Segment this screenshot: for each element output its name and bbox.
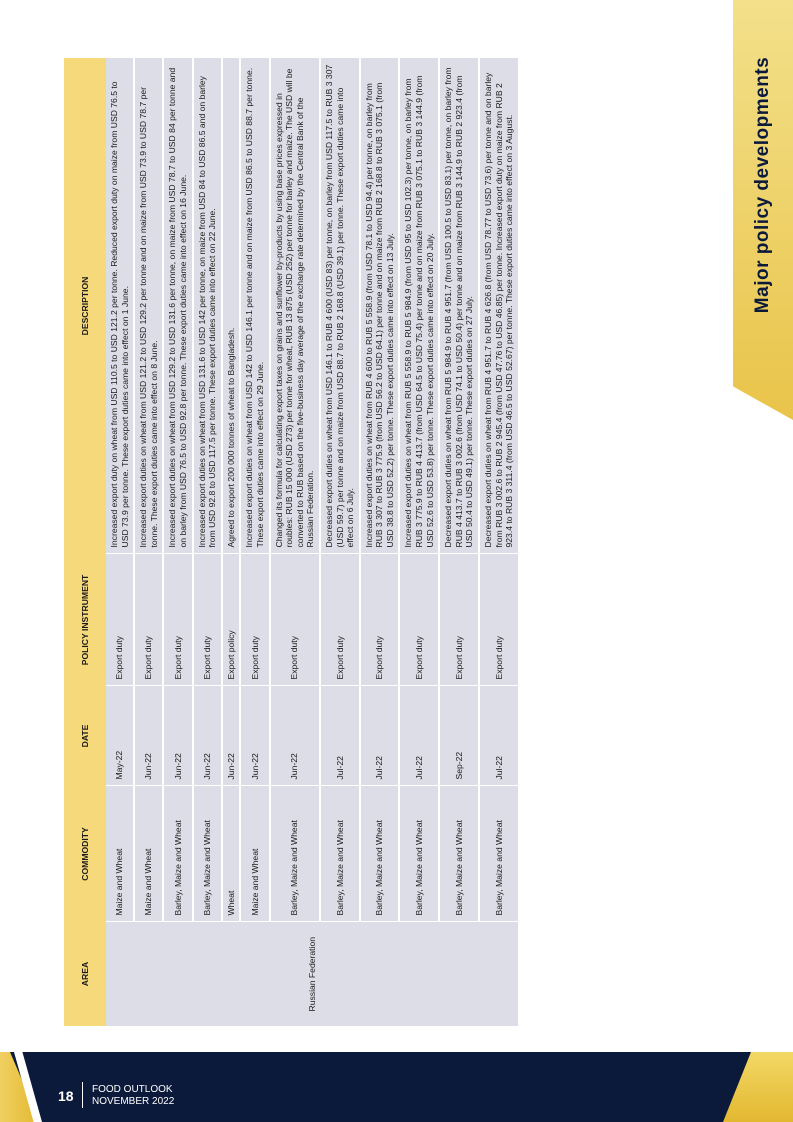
date-cell: Jun-22 — [193, 686, 222, 786]
date-cell: Jul-22 — [479, 686, 519, 786]
instrument-cell: Export duty — [240, 554, 269, 686]
description-cell: Decreased export duties on wheat from RUB 4 951.7 to RUB 4 626.8 (from USD 78.77 to USD 73.6) per tonne and on barley from RUB 3 002.6 to RUB 2 945.4 (from USD 47.76 to USD 46.85) per tonne. Increased export duty on maize from RUB 2 923.4 to RUB 3 311.4 (from USD 46.5 to USD 52.67) per tonne. These export duties came into effect on 3 August. — [479, 58, 519, 554]
description-cell: Increased export duties on wheat from USD 131.6 to USD 142 per tonne, on maize from USD 84 to USD 86.5 and on barley from USD 92.8 to USD 117.5 per tonne. These export duties came into effect on 22 June. — [193, 58, 222, 554]
commodity-cell: Wheat — [222, 786, 241, 922]
header-commodity: COMMODITY — [64, 786, 106, 922]
table-row — [106, 58, 134, 1026]
table-row — [479, 58, 519, 1026]
policy-table-frame — [64, 58, 712, 1026]
commodity-cell: Barley, Maize and Wheat — [439, 786, 479, 922]
instrument-cell: Export duty — [320, 554, 360, 686]
date-cell: May-22 — [106, 686, 134, 786]
instrument-cell: Export duty — [163, 554, 192, 686]
instrument-cell: Export duty — [399, 554, 439, 686]
rotated-table-wrapper — [64, 58, 712, 1026]
instrument-cell: Export duty — [360, 554, 400, 686]
commodity-cell: Barley, Maize and Wheat — [360, 786, 400, 922]
date-cell: Jul-22 — [320, 686, 360, 786]
description-cell: Decreased export duties on wheat from USD 146.1 to RUB 4 600 (USD 83) per tonne, on barley from USD 117.5 to RUB 3 307 (USD 59.7) per tonne and on maize from USD 88.7 to RUB 2 168.8 (USD 39.1) per tonne. These export duties came into effect on 6 July. — [320, 58, 360, 554]
footer-divider — [82, 1082, 83, 1108]
commodity-cell: Barley, Maize and Wheat — [163, 786, 192, 922]
area-cell: Russian Federation — [106, 922, 519, 1026]
page-number: 18 — [58, 1088, 74, 1104]
header-area: AREA — [64, 922, 106, 1026]
table-row — [270, 58, 320, 1026]
commodity-cell: Barley, Maize and Wheat — [479, 786, 519, 922]
description-cell: Agreed to export 200 000 tonnes of wheat to Bangladesh. — [222, 58, 241, 554]
section-title-container — [743, 20, 783, 350]
description-cell: Increased export duty on wheat from USD 110.5 to USD 121.2 per tonne. Reduced export duty on maize from USD 76.5 to USD 73.9 per tonne. These export duties came into effect on 1 June. — [106, 58, 134, 554]
date-cell: Sep-22 — [439, 686, 479, 786]
header-instrument: POLICY INSTRUMENT — [64, 554, 106, 686]
commodity-cell: Maize and Wheat — [106, 786, 134, 922]
instrument-cell: Export policy — [222, 554, 241, 686]
description-cell: Increased export duties on wheat from RUB 5 558.9 to RUB 5 984.9 (from USD 95 to USD 102.3) per tonne, on barley from RUB 3 775.9 to RUB 4 413.7 (from USD 64.5 to USD 75.4) per tonne and on maize from RUB 3 075.1 to RUB 3 144.9 (from USD 52.6 to USD 53.8) per tonne. These export duties came into effect on 20 July. — [399, 58, 439, 554]
table-row — [193, 58, 222, 1026]
table-row — [134, 58, 163, 1026]
instrument-cell: Export duty — [193, 554, 222, 686]
table-row — [320, 58, 360, 1026]
description-cell: Increased export duties on wheat from USD 142 to USD 146.1 per tonne and on maize from USD 86.5 to USD 88.7 per tonne. These export duties came into effect on 29 June. — [240, 58, 269, 554]
publication-title — [92, 1084, 174, 1108]
table-header-row — [64, 58, 106, 1026]
date-cell: Jun-22 — [134, 686, 163, 786]
section-title: Major policy developments — [752, 56, 773, 314]
instrument-cell: Export duty — [439, 554, 479, 686]
policy-developments-table — [64, 58, 520, 1026]
table-row — [240, 58, 269, 1026]
publication-name: FOOD OUTLOOK — [92, 1084, 173, 1095]
description-cell: Changed its formula for calculating export taxes on grains and sunflower by-products by using base prices expressed in roubles: RUB 15 000 (USD 273) per tonne for wheat, RUB 13 875 (USD 252) per tonne for barley and maize. The USD will be converted to RUB based on the five-business day average of the exchange rate determined by the Central Bank of the Russian Federation. — [270, 58, 320, 554]
publication-date: NOVEMBER 2022 — [92, 1096, 175, 1107]
date-cell: Jun-22 — [240, 686, 269, 786]
date-cell: Jun-22 — [270, 686, 320, 786]
description-cell: Increased export duties on wheat from RUB 4 600 to RUB 5 558.9 (from USD 78.1 to USD 94.4) per tonne, on barley from RUB 3 307 to RUB 3 775.9 (from USD 56.2 to USD 64.1) per tonne and on maize from RUB 2 168.8 to RUB 3 075.1 (from USD 38.8 to USD 52.2) per tonne. These export duties came into effect on 13 July. — [360, 58, 400, 554]
commodity-cell: Barley, Maize and Wheat — [270, 786, 320, 922]
commodity-cell: Maize and Wheat — [240, 786, 269, 922]
date-cell: Jul-22 — [360, 686, 400, 786]
table-row — [163, 58, 192, 1026]
commodity-cell: Barley, Maize and Wheat — [399, 786, 439, 922]
description-cell: Increased export duties on wheat from USD 121.2 to USD 129.2 per tonne and on maize from USD 73.9 to USD 78.7 per tonne. These export duties came into effect on 8 June. — [134, 58, 163, 554]
date-cell: Jun-22 — [222, 686, 241, 786]
description-cell: Decreased export duties on wheat from RUB 5 984.9 to RUB 4 951.7 (from USD 100.5 to USD 83.1) per tonne, on barley from RUB 4 413.7 to RUB 3 002.6 (from USD 74.1 to USD 50.4) per tonne and on maize from RUB 3 144.9 to RUB 2 923.4 (from USD 50.4 to USD 49.1) per tonne. These export duties on 27 July. — [439, 58, 479, 554]
date-cell: Jul-22 — [399, 686, 439, 786]
instrument-cell: Export duty — [134, 554, 163, 686]
description-cell: Increased export duties on wheat from USD 129.2 to USD 131.6 per tonne, on maize from USD 78.7 to USD 84 per tonne and on barley from USD 76.5 to USD 92.8 per tonne. These export duties came into effect on 16 June. — [163, 58, 192, 554]
table-row — [222, 58, 241, 1026]
table-row — [399, 58, 439, 1026]
header-description: DESCRIPTION — [64, 58, 106, 554]
header-date: DATE — [64, 686, 106, 786]
table-row — [439, 58, 479, 1026]
table-row — [360, 58, 400, 1026]
commodity-cell: Barley, Maize and Wheat — [320, 786, 360, 922]
instrument-cell: Export duty — [270, 554, 320, 686]
instrument-cell: Export duty — [479, 554, 519, 686]
date-cell: Jun-22 — [163, 686, 192, 786]
commodity-cell: Barley, Maize and Wheat — [193, 786, 222, 922]
commodity-cell: Maize and Wheat — [134, 786, 163, 922]
instrument-cell: Export duty — [106, 554, 134, 686]
